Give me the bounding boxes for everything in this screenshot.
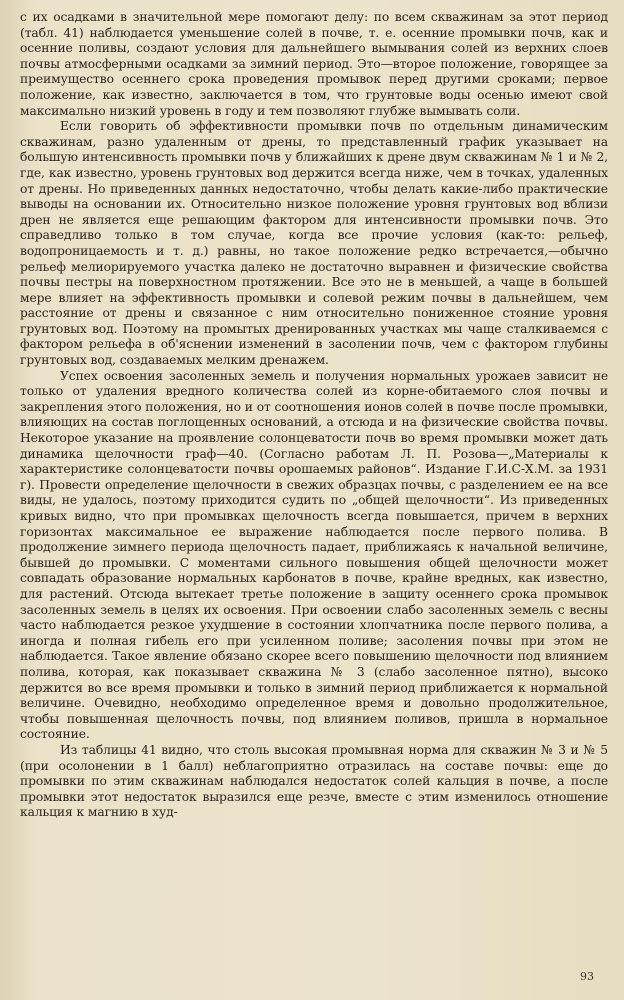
paragraph-4: Из таблицы 41 видно, что столь высокая промывная норма для скважин № 3 и № 5 (при осолонении в 1 балл) неблагоприятно отразилась на составе почвы: еще до промывки по этим скважинам наблюдался недостаток солей кальция в почве, а после промывки этот недостаток выразился еще резче, вместе с этим изменилось отношение кальция к магнию в худ- (20, 742, 608, 820)
paragraph-1: с их осадками в значительной мере помогают делу: по всем скважинам за этот период (табл. 41) наблюдается уменьшение солей в почве, т. е. осенние промывки почв, как и осенние поливы, создают условия для дальнейшего вымывания солей из верхних слоев почвы атмосферными осадками за зимний период. Это—второе положение, говорящее за преимущество осеннего срока проведения промывок перед другими сроками; первое положение, как известно, заключается в том, что грунтовые воды осенью имеют свой максимально низкий уровень в году и тем позволяют глубже вымывать соли. (20, 10, 608, 118)
body-text (20, 10, 608, 821)
page-number: 93 (580, 970, 594, 983)
paragraph-3: Успех освоения засоленных земель и получения нормальных урожаев зависит не только от удаления вредного количества солей из корне-обитаемого слоя почвы и закрепления этого положения, но и от соотношения ионов солей в почве после промывки, влияющих на состав поглощенных оснований, а отсюда и на физические свойства почвы. Некоторое указание на проявление солонцеватости почв во время промывки может дать динамика щелочности граф—40. (Согласно работам Л. П. Розова—„Материалы к характеристике солонцеватости почвы орошаемых районов“. Издание Г.И.С-Х.М. за 1931 г). Провести определение щелочности в свежих образцах почвы, с разделением ее на все виды, не удалось, поэтому приходится судить по „общей щелочности“. Из приведенных кривых видно, что при промывках щелочность всегда повышается, причем в верхних горизонтах максимальное ее выражение наблюдается после первого полива. В продолжение зимнего периода щелочность падает, приближаясь к начальной величине, бывшей до промывки. С моментами сильного повышения общей щелочности может совпадать образование нормальных карбонатов в почве, крайне вредных, как известно, для растений. Отсюда вытекает третье положение в защиту осеннего срока промывок засоленных земель в целях их освоения. При освоении слабо засоленных земель с весны часто наблюдается резкое ухудшение в состоянии хлопчатника после первого полива, а иногда и полная гибель его при усиленном поливе; засоления почвы при этом не наблюдается. Такое явление обязано скорее всего повышению щелочности под влиянием полива, которая, как показывает скважина № 3 (слабо засоленное пятно), высоко держится во все время промывки и только в зимний период приближается к нормальной величине. Очевидно, необходимо определенное время и довольно продолжительное, чтобы повышенная щелочность почвы, под влиянием поливов, пришла в нормальное состояние. (20, 368, 608, 742)
paragraph-2: Если говорить об эффективности промывки почв по отдельным динамическим скважинам, разно удаленным от дрены, то представленный график указывает на большую интенсивность промывки почв у ближайших к дрене двум скважинам № 1 и № 2, где, как известно, уровень грунтовых вод держится всегда ниже, чем в точках, удаленных от дрены. Но приведенных данных недостаточно, чтобы делать какие-либо практические выводы на основании их. Относительно низкое положение уровня грунтовых вод вблизи дрен не является еще решающим фактором для интенсивности промывки почв. Это справедливо только в том случае, когда все прочие условия (как-то: рельеф, водопроницаемость и т. д.) равны, но такое положение редко встречается,—обычно рельеф мелиорируемого участка далеко не достаточно выравнен и физические свойства почвы пестры на поверхностном протяжении. Все это не в меньшей, а чаще в большей мере влияет на эффективность промывки и солевой режим почвы в дальнейшем, чем расстояние от дрены и связанное с ним относительно пониженное стояние уровня грунтовых вод. Поэтому на промытых дренированных участках мы чаще сталкиваемся с фактором рельефа в об'яснении изменений в засолении почв, чем с фактором глубины грунтовых вод, создаваемых мелким дренажем. (20, 119, 608, 368)
